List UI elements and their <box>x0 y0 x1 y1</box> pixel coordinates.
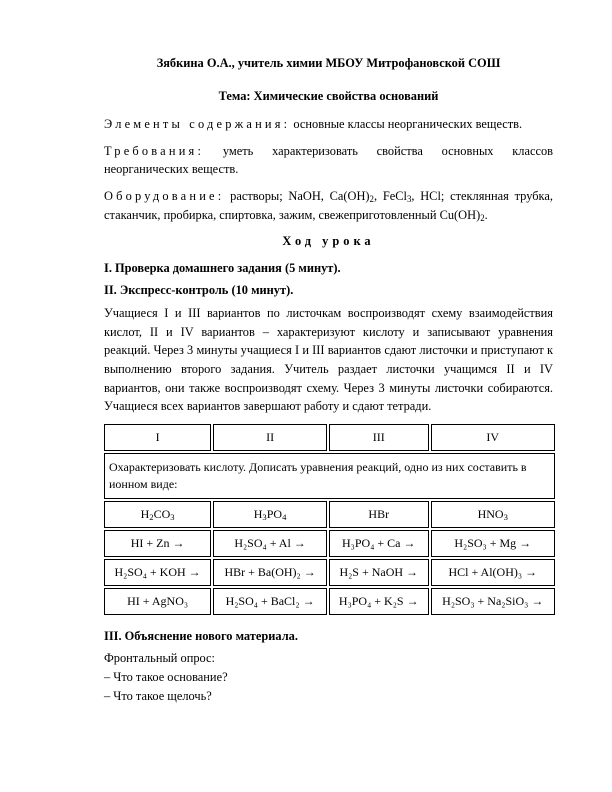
requirements-label: Требования: <box>104 143 205 158</box>
acid-cell: $H_2CO_3$ <box>104 501 211 528</box>
table-instruction-row <box>104 453 555 499</box>
author-line: Зябкина О.А., учитель химии МБОУ Митрофановской СОШ <box>156 56 501 70</box>
reaction-cell: H₃PO₄ + Ca → <box>329 530 429 557</box>
table-row <box>104 588 555 615</box>
requirements <box>104 142 553 179</box>
tasks-table <box>102 422 557 617</box>
header-cell: I <box>104 424 211 451</box>
reaction-cell: H₂SO₄ + BaCl₂ → <box>213 588 327 615</box>
content-text: основные классы неорганических веществ. <box>293 117 523 132</box>
reaction-cell: H₂S + NaOH → <box>329 559 429 586</box>
acid-cell: $H_3PO_4$ <box>213 501 327 528</box>
question-1: – Что такое основание? <box>104 669 228 684</box>
survey-title: Фронтальный опрос: <box>104 651 215 666</box>
header-cell: III <box>329 424 429 451</box>
acid-cell: $HNO_3$ <box>431 501 555 528</box>
question-2: – Что такое щелочь? <box>104 688 212 703</box>
header-cell: II <box>213 424 327 451</box>
content-label: Элементы содержания: <box>104 117 291 132</box>
section-express-control: II. Экспресс-контроль (10 минут). <box>104 283 294 298</box>
equipment <box>104 187 553 224</box>
reaction-cell: HCl + Al(OH)₃ → <box>431 559 555 586</box>
table-header-row <box>104 424 555 451</box>
reaction-cell: H₂SO₃ + Mg → <box>431 530 555 557</box>
lesson-paragraph: Учащиеся I и III вариантов по листочкам воспроизводят схему взаимодействия кислот, II и IV вариантов – характеризуют кислоту и записывают уравнения реакций. Через 3 минуты учащиеся I и III вариантов сдают листочки и приступают к выполнению второго задания. Учитель раздает листочки учащимся II и IV вариантов, они также воспроизводят схему. Через 3 минуты листочки собираются. Учащиеся всех вариантов завершают работу и сдают тетради. <box>104 306 553 414</box>
table-row <box>104 501 555 528</box>
table-row <box>104 559 555 586</box>
equipment-text: растворы; NaOH, $Ca(OH)_2$, FeCl$_3$, HCl; стеклянная трубка, стаканчик, пробирка, спиртовка, зажим, свежеприготовленный $Cu(OH)_2$. <box>104 189 553 223</box>
reaction-cell: H₂SO₄ + Al → <box>213 530 327 557</box>
acid-cell: HBr <box>329 501 429 528</box>
reaction-cell: H₂SO₃ + Na₂SiO₃ → <box>431 588 555 615</box>
reaction-cell: HI + AgNO₃ <box>104 588 211 615</box>
lesson-heading: Ход урока <box>282 234 375 249</box>
reaction-cell: H₃PO₄ + K₂S → <box>329 588 429 615</box>
table-row <box>104 530 555 557</box>
content-elements <box>104 115 553 134</box>
instruction-cell: Охарактеризовать кислоту. Дописать уравнения реакций, одно из них составить в ионном виде: <box>104 453 555 499</box>
header-cell: IV <box>431 424 555 451</box>
reaction-cell: HBr + Ba(OH)₂ → <box>213 559 327 586</box>
reaction-cell: H₂SO₄ + KOH → <box>104 559 211 586</box>
equipment-label: Оборудование: <box>104 189 225 204</box>
topic-line: Тема: Химические свойства оснований <box>218 88 439 103</box>
section-homework: I. Проверка домашнего задания (5 минут). <box>104 260 341 275</box>
section-new-material: III. Объяснение нового материала. <box>104 628 298 643</box>
requirements-text: уметь характеризовать свойства основных классов неорганических веществ. <box>104 143 554 177</box>
reaction-cell: HI + Zn → <box>104 530 211 557</box>
